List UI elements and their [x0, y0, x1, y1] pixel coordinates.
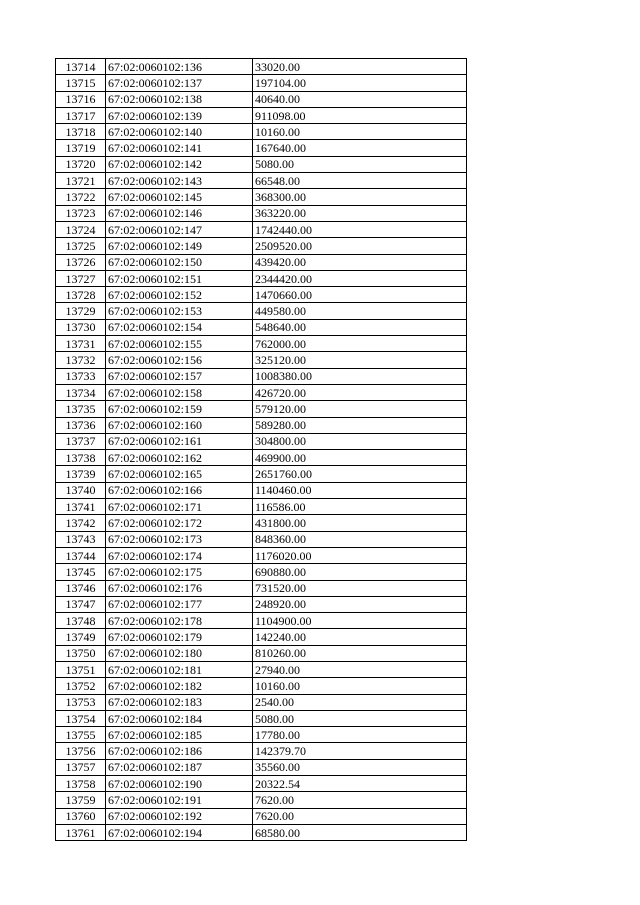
- table-row: [56, 156, 467, 172]
- table-row: [56, 352, 467, 368]
- table-row: [56, 678, 467, 694]
- row-number-cell: 13717: [56, 107, 106, 123]
- cadastral-number-cell: 67:02:0060102:160: [106, 417, 253, 433]
- cadastral-number-cell: 67:02:0060102:153: [106, 303, 253, 319]
- value-cell: 7620.00: [253, 792, 467, 808]
- cadastral-number-cell: 67:02:0060102:142: [106, 156, 253, 172]
- value-cell: 35560.00: [253, 759, 467, 775]
- table-row: [56, 645, 467, 661]
- value-cell: 66548.00: [253, 173, 467, 189]
- cadastral-number-cell: 67:02:0060102:150: [106, 254, 253, 270]
- row-number-cell: 13728: [56, 287, 106, 303]
- value-cell: 142379.70: [253, 743, 467, 759]
- value-cell: 1140460.00: [253, 482, 467, 498]
- value-cell: 439420.00: [253, 254, 467, 270]
- table-row: [56, 564, 467, 580]
- value-cell: 2540.00: [253, 694, 467, 710]
- value-cell: 2509520.00: [253, 238, 467, 254]
- table-row: [56, 694, 467, 710]
- table-row: [56, 336, 467, 352]
- cadastral-number-cell: 67:02:0060102:159: [106, 401, 253, 417]
- cadastral-number-cell: 67:02:0060102:156: [106, 352, 253, 368]
- table-body: [56, 59, 467, 841]
- table-row: [56, 75, 467, 91]
- table-row: [56, 515, 467, 531]
- value-cell: 27940.00: [253, 661, 467, 677]
- table-row: [56, 140, 467, 156]
- cadastral-number-cell: 67:02:0060102:181: [106, 661, 253, 677]
- cadastral-number-cell: 67:02:0060102:171: [106, 499, 253, 515]
- cadastral-number-cell: 67:02:0060102:136: [106, 59, 253, 75]
- value-cell: 449580.00: [253, 303, 467, 319]
- cadastral-number-cell: 67:02:0060102:179: [106, 629, 253, 645]
- cadastral-number-cell: 67:02:0060102:146: [106, 205, 253, 221]
- cadastral-number-cell: 67:02:0060102:175: [106, 564, 253, 580]
- row-number-cell: 13736: [56, 417, 106, 433]
- cadastral-number-cell: 67:02:0060102:147: [106, 221, 253, 237]
- value-cell: 40640.00: [253, 91, 467, 107]
- table-row: [56, 417, 467, 433]
- cadastral-number-cell: 67:02:0060102:173: [106, 531, 253, 547]
- value-cell: 426720.00: [253, 384, 467, 400]
- cadastral-number-cell: 67:02:0060102:176: [106, 580, 253, 596]
- value-cell: 1104900.00: [253, 613, 467, 629]
- cadastral-number-cell: 67:02:0060102:165: [106, 466, 253, 482]
- table-row: [56, 613, 467, 629]
- table-row: [56, 776, 467, 792]
- row-number-cell: 13738: [56, 450, 106, 466]
- row-number-cell: 13727: [56, 270, 106, 286]
- cadastral-number-cell: 67:02:0060102:177: [106, 596, 253, 612]
- cadastral-number-cell: 67:02:0060102:151: [106, 270, 253, 286]
- value-cell: 431800.00: [253, 515, 467, 531]
- cadastral-number-cell: 67:02:0060102:194: [106, 824, 253, 840]
- value-cell: 2651760.00: [253, 466, 467, 482]
- row-number-cell: 13730: [56, 319, 106, 335]
- cadastral-number-cell: 67:02:0060102:161: [106, 433, 253, 449]
- row-number-cell: 13716: [56, 91, 106, 107]
- table-row: [56, 743, 467, 759]
- cadastral-value-table: [55, 58, 467, 841]
- value-cell: 17780.00: [253, 727, 467, 743]
- table-row: [56, 596, 467, 612]
- table-row: [56, 759, 467, 775]
- row-number-cell: 13720: [56, 156, 106, 172]
- value-cell: 1176020.00: [253, 547, 467, 563]
- table-row: [56, 384, 467, 400]
- cadastral-number-cell: 67:02:0060102:138: [106, 91, 253, 107]
- value-cell: 5080.00: [253, 156, 467, 172]
- cadastral-number-cell: 67:02:0060102:190: [106, 776, 253, 792]
- row-number-cell: 13754: [56, 710, 106, 726]
- table-row: [56, 710, 467, 726]
- value-cell: 1008380.00: [253, 368, 467, 384]
- row-number-cell: 13721: [56, 173, 106, 189]
- table-row: [56, 792, 467, 808]
- cadastral-number-cell: 67:02:0060102:186: [106, 743, 253, 759]
- value-cell: 368300.00: [253, 189, 467, 205]
- value-cell: 589280.00: [253, 417, 467, 433]
- table-row: [56, 547, 467, 563]
- row-number-cell: 13740: [56, 482, 106, 498]
- cadastral-number-cell: 67:02:0060102:187: [106, 759, 253, 775]
- row-number-cell: 13725: [56, 238, 106, 254]
- cadastral-number-cell: 67:02:0060102:158: [106, 384, 253, 400]
- table-row: [56, 824, 467, 840]
- value-cell: 810260.00: [253, 645, 467, 661]
- row-number-cell: 13758: [56, 776, 106, 792]
- row-number-cell: 13746: [56, 580, 106, 596]
- value-cell: 579120.00: [253, 401, 467, 417]
- row-number-cell: 13729: [56, 303, 106, 319]
- row-number-cell: 13739: [56, 466, 106, 482]
- cadastral-number-cell: 67:02:0060102:137: [106, 75, 253, 91]
- row-number-cell: 13734: [56, 384, 106, 400]
- row-number-cell: 13719: [56, 140, 106, 156]
- cadastral-number-cell: 67:02:0060102:180: [106, 645, 253, 661]
- value-cell: 116586.00: [253, 499, 467, 515]
- row-number-cell: 13732: [56, 352, 106, 368]
- row-number-cell: 13714: [56, 59, 106, 75]
- table-row: [56, 727, 467, 743]
- row-number-cell: 13742: [56, 515, 106, 531]
- value-cell: 167640.00: [253, 140, 467, 156]
- row-number-cell: 13715: [56, 75, 106, 91]
- table-row: [56, 482, 467, 498]
- table-row: [56, 531, 467, 547]
- row-number-cell: 13723: [56, 205, 106, 221]
- value-cell: 5080.00: [253, 710, 467, 726]
- value-cell: 731520.00: [253, 580, 467, 596]
- cadastral-number-cell: 67:02:0060102:174: [106, 547, 253, 563]
- row-number-cell: 13753: [56, 694, 106, 710]
- row-number-cell: 13749: [56, 629, 106, 645]
- value-cell: 197104.00: [253, 75, 467, 91]
- table-row: [56, 59, 467, 75]
- table-row: [56, 499, 467, 515]
- table-row: [56, 661, 467, 677]
- row-number-cell: 13745: [56, 564, 106, 580]
- table-row: [56, 287, 467, 303]
- cadastral-number-cell: 67:02:0060102:192: [106, 808, 253, 824]
- row-number-cell: 13726: [56, 254, 106, 270]
- table-row: [56, 450, 467, 466]
- cadastral-number-cell: 67:02:0060102:141: [106, 140, 253, 156]
- table-row: [56, 205, 467, 221]
- row-number-cell: 13722: [56, 189, 106, 205]
- row-number-cell: 13737: [56, 433, 106, 449]
- table-row: [56, 91, 467, 107]
- cadastral-number-cell: 67:02:0060102:191: [106, 792, 253, 808]
- cadastral-number-cell: 67:02:0060102:183: [106, 694, 253, 710]
- value-cell: 1470660.00: [253, 287, 467, 303]
- row-number-cell: 13731: [56, 336, 106, 352]
- row-number-cell: 13744: [56, 547, 106, 563]
- table-row: [56, 319, 467, 335]
- table-row: [56, 107, 467, 123]
- row-number-cell: 13759: [56, 792, 106, 808]
- table-row: [56, 580, 467, 596]
- value-cell: 911098.00: [253, 107, 467, 123]
- row-number-cell: 13750: [56, 645, 106, 661]
- cadastral-number-cell: 67:02:0060102:154: [106, 319, 253, 335]
- value-cell: 469900.00: [253, 450, 467, 466]
- cadastral-number-cell: 67:02:0060102:178: [106, 613, 253, 629]
- row-number-cell: 13718: [56, 124, 106, 140]
- value-cell: 142240.00: [253, 629, 467, 645]
- table-row: [56, 629, 467, 645]
- table-row: [56, 401, 467, 417]
- table-row: [56, 254, 467, 270]
- row-number-cell: 13743: [56, 531, 106, 547]
- table-row: [56, 303, 467, 319]
- value-cell: 33020.00: [253, 59, 467, 75]
- row-number-cell: 13733: [56, 368, 106, 384]
- cadastral-number-cell: 67:02:0060102:184: [106, 710, 253, 726]
- cadastral-number-cell: 67:02:0060102:185: [106, 727, 253, 743]
- row-number-cell: 13755: [56, 727, 106, 743]
- value-cell: 248920.00: [253, 596, 467, 612]
- row-number-cell: 13757: [56, 759, 106, 775]
- value-cell: 2344420.00: [253, 270, 467, 286]
- table-row: [56, 189, 467, 205]
- table-row: [56, 368, 467, 384]
- cadastral-number-cell: 67:02:0060102:152: [106, 287, 253, 303]
- value-cell: 68580.00: [253, 824, 467, 840]
- row-number-cell: 13756: [56, 743, 106, 759]
- row-number-cell: 13751: [56, 661, 106, 677]
- value-cell: 548640.00: [253, 319, 467, 335]
- cadastral-number-cell: 67:02:0060102:157: [106, 368, 253, 384]
- row-number-cell: 13724: [56, 221, 106, 237]
- cadastral-number-cell: 67:02:0060102:182: [106, 678, 253, 694]
- row-number-cell: 13735: [56, 401, 106, 417]
- value-cell: 848360.00: [253, 531, 467, 547]
- row-number-cell: 13748: [56, 613, 106, 629]
- value-cell: 363220.00: [253, 205, 467, 221]
- table-row: [56, 433, 467, 449]
- row-number-cell: 13760: [56, 808, 106, 824]
- value-cell: 762000.00: [253, 336, 467, 352]
- cadastral-number-cell: 67:02:0060102:162: [106, 450, 253, 466]
- table-row: [56, 238, 467, 254]
- table-row: [56, 221, 467, 237]
- row-number-cell: 13741: [56, 499, 106, 515]
- value-cell: 10160.00: [253, 678, 467, 694]
- cadastral-number-cell: 67:02:0060102:172: [106, 515, 253, 531]
- row-number-cell: 13752: [56, 678, 106, 694]
- table-row: [56, 270, 467, 286]
- cadastral-number-cell: 67:02:0060102:145: [106, 189, 253, 205]
- value-cell: 7620.00: [253, 808, 467, 824]
- table-row: [56, 173, 467, 189]
- row-number-cell: 13747: [56, 596, 106, 612]
- table-row: [56, 124, 467, 140]
- cadastral-number-cell: 67:02:0060102:149: [106, 238, 253, 254]
- value-cell: 304800.00: [253, 433, 467, 449]
- row-number-cell: 13761: [56, 824, 106, 840]
- cadastral-number-cell: 67:02:0060102:166: [106, 482, 253, 498]
- table-row: [56, 808, 467, 824]
- value-cell: 20322.54: [253, 776, 467, 792]
- value-cell: 1742440.00: [253, 221, 467, 237]
- cadastral-number-cell: 67:02:0060102:155: [106, 336, 253, 352]
- value-cell: 690880.00: [253, 564, 467, 580]
- cadastral-number-cell: 67:02:0060102:140: [106, 124, 253, 140]
- value-cell: 10160.00: [253, 124, 467, 140]
- cadastral-number-cell: 67:02:0060102:143: [106, 173, 253, 189]
- cadastral-number-cell: 67:02:0060102:139: [106, 107, 253, 123]
- table-row: [56, 466, 467, 482]
- value-cell: 325120.00: [253, 352, 467, 368]
